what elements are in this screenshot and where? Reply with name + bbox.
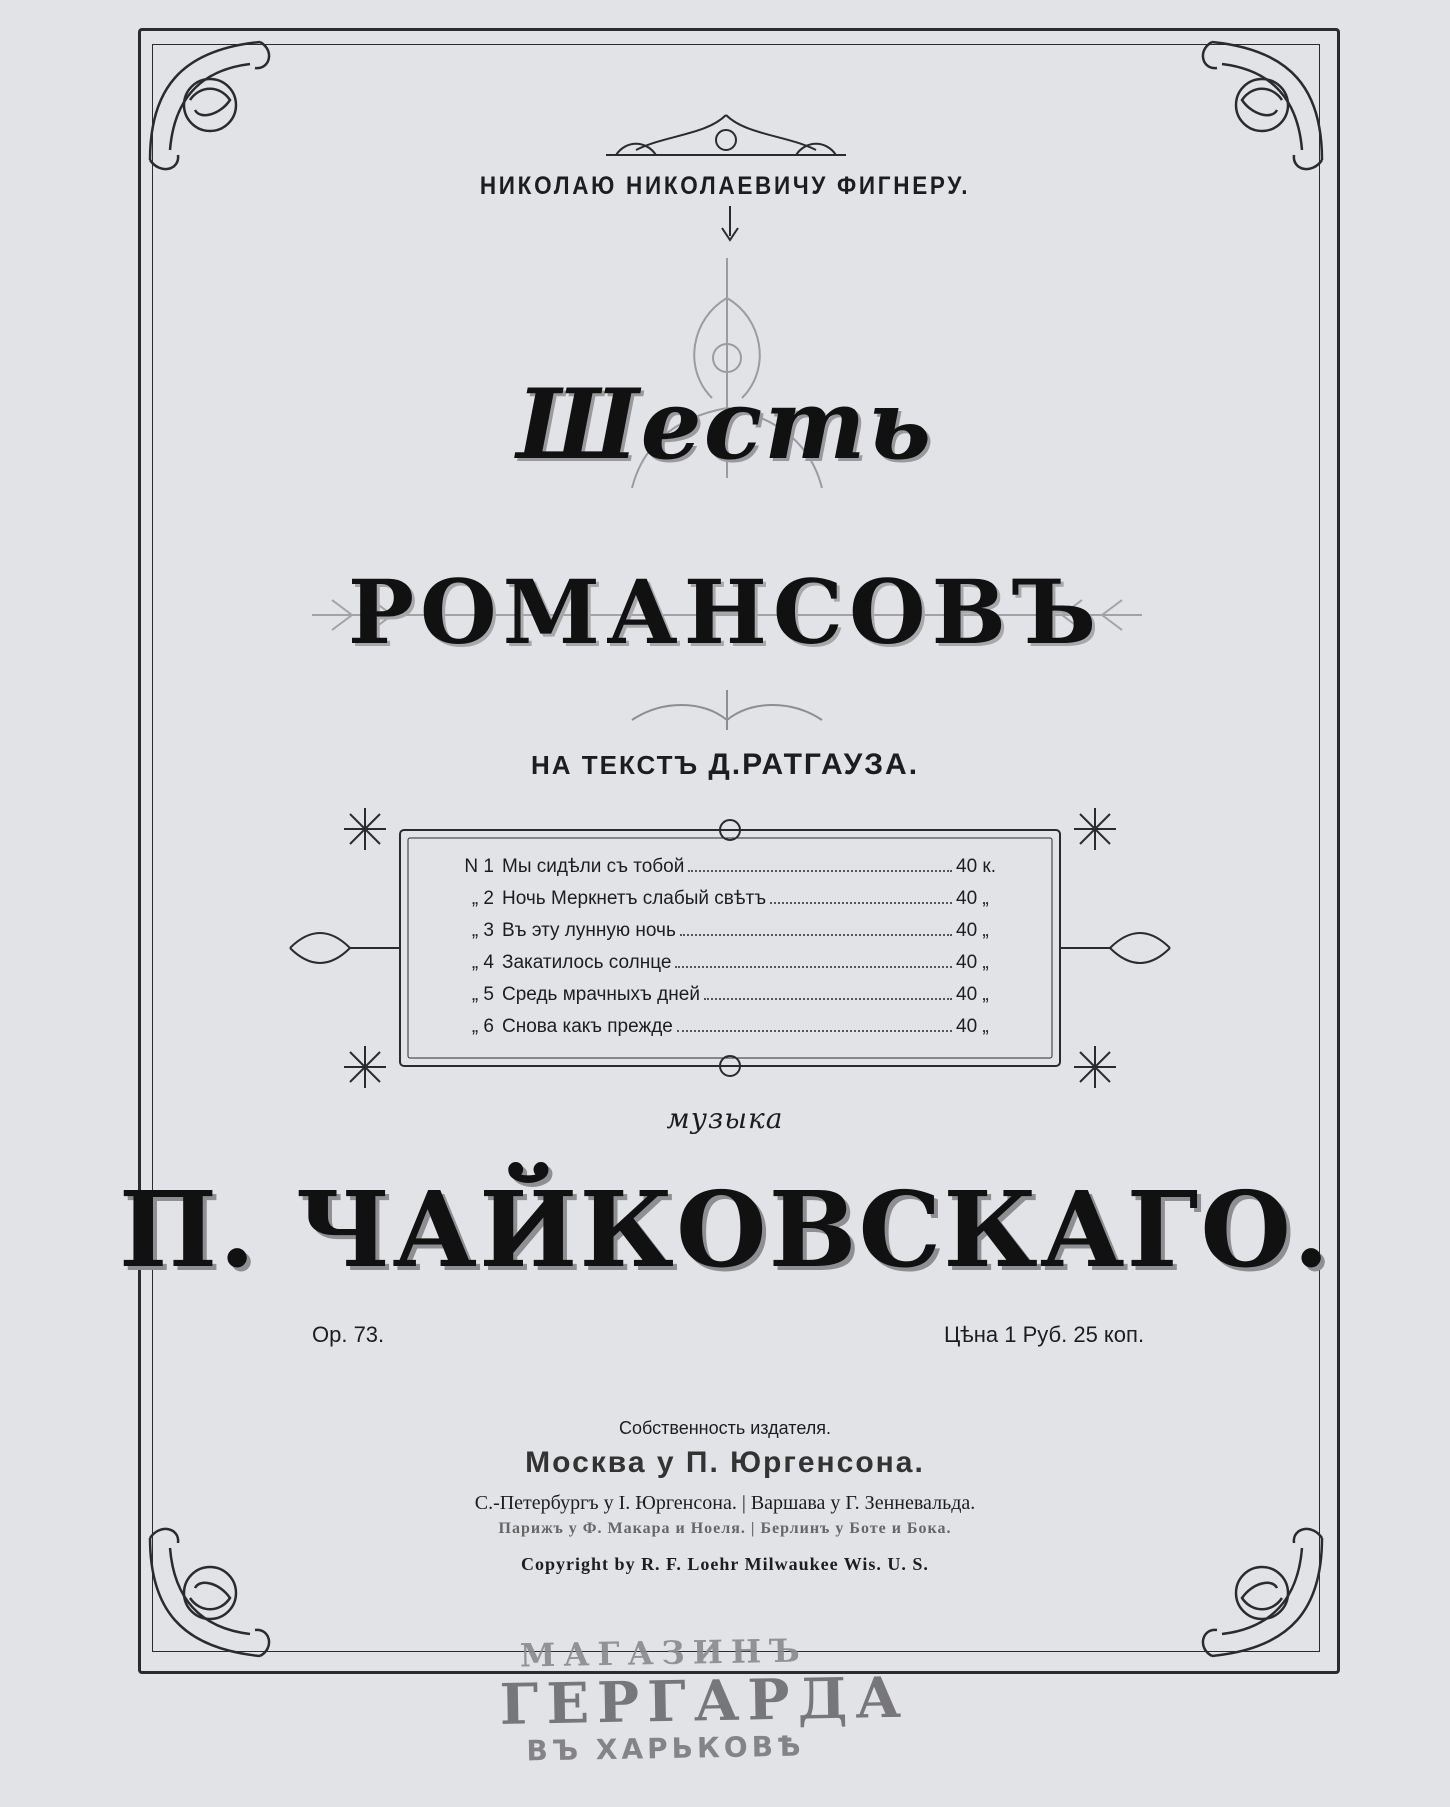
- song-title: Снова какъ прежде: [502, 1016, 673, 1037]
- top-scroll-ornament: [596, 110, 856, 170]
- poet-prefix: НА ТЕКСТЪ: [530, 750, 700, 780]
- title-line-romansov: РОМАНСОВЪ: [347, 560, 1103, 664]
- poet-line: [0, 748, 1450, 782]
- leader-dots: [688, 870, 952, 872]
- opus-number: Op. 73.: [312, 1322, 385, 1347]
- song-number: N 1: [464, 856, 494, 877]
- leader-dots: [704, 998, 952, 1000]
- song-list: [452, 856, 1012, 1048]
- publisher-branches-2: Парижъ у Ф. Макара и Ноеля. | Берлинъ у Боте и Бока.: [498, 1520, 952, 1537]
- song-row: [452, 1016, 1012, 1048]
- publisher-branches-1: С.-Петербургъ у I. Юргенсона. | Варшава у Г. Зенневальда.: [474, 1492, 976, 1514]
- stamp-line-1: МАГАЗИНЪ: [519, 1631, 809, 1675]
- song-number: „ 2: [471, 888, 494, 909]
- title-line-shest: Шесть: [516, 368, 934, 481]
- song-title: Въ эту лунную ночь: [502, 920, 676, 941]
- song-number: „ 5: [471, 984, 494, 1005]
- shop-stamp: [499, 1631, 910, 1807]
- subtitle-ornament: [622, 690, 832, 740]
- song-title: Ночь Меркнетъ слабый свѣтъ: [502, 888, 767, 909]
- copyright-line: Copyright by R. F. Loehr Milwaukee Wis. U. S.: [521, 1554, 929, 1574]
- song-title: Закатилось солнце: [502, 952, 672, 973]
- song-price: 40 „: [956, 920, 989, 941]
- leader-dots: [675, 966, 952, 968]
- music-by-label: музыка: [666, 1102, 784, 1135]
- price: Цѣна 1 Руб. 25 коп.: [944, 1322, 1145, 1347]
- song-title: Средь мрачныхъ дней: [502, 984, 700, 1005]
- song-row: [452, 952, 1012, 984]
- corner-ornament-top-right: [1182, 30, 1332, 180]
- song-row: [452, 984, 1012, 1016]
- leader-dots: [677, 1030, 952, 1032]
- corner-ornament-top-left: [140, 30, 290, 180]
- leader-dots: [770, 902, 952, 904]
- song-price: 40 „: [956, 952, 989, 973]
- corner-ornament-bottom-right: [1182, 1518, 1332, 1668]
- song-row: [452, 920, 1012, 952]
- song-price: 40 „: [956, 888, 989, 909]
- stamp-line-3: ВЪ ХАРЬКОВѢ: [526, 1729, 805, 1768]
- composer-name: П. ЧАЙКОВСКАГО.: [118, 1168, 1332, 1291]
- song-price: 40 „: [956, 1016, 989, 1037]
- song-price: 40 „: [956, 984, 989, 1005]
- leader-dots: [680, 934, 952, 936]
- dedication-underline-ornament: [700, 206, 760, 242]
- song-number: „ 3: [471, 920, 494, 941]
- dedication: НИКОЛАЮ НИКОЛАЕВИЧУ ФИГНЕРУ.: [479, 172, 971, 200]
- publisher-label: Собственность издателя.: [619, 1418, 831, 1438]
- song-row: [452, 856, 1012, 888]
- song-number: „ 4: [471, 952, 494, 973]
- publisher-moscow: Москва у П. Юргенсона.: [525, 1446, 925, 1479]
- song-number: „ 6: [471, 1016, 494, 1037]
- song-title: Мы сидѣли съ тобой: [502, 856, 685, 877]
- song-price: 40 к.: [956, 856, 997, 877]
- corner-ornament-bottom-left: [140, 1518, 290, 1668]
- poet-name: Д.РАТГАУЗА.: [708, 748, 920, 781]
- song-row: [452, 888, 1012, 920]
- stamp-line-2: ГЕРГАРДА: [499, 1664, 910, 1738]
